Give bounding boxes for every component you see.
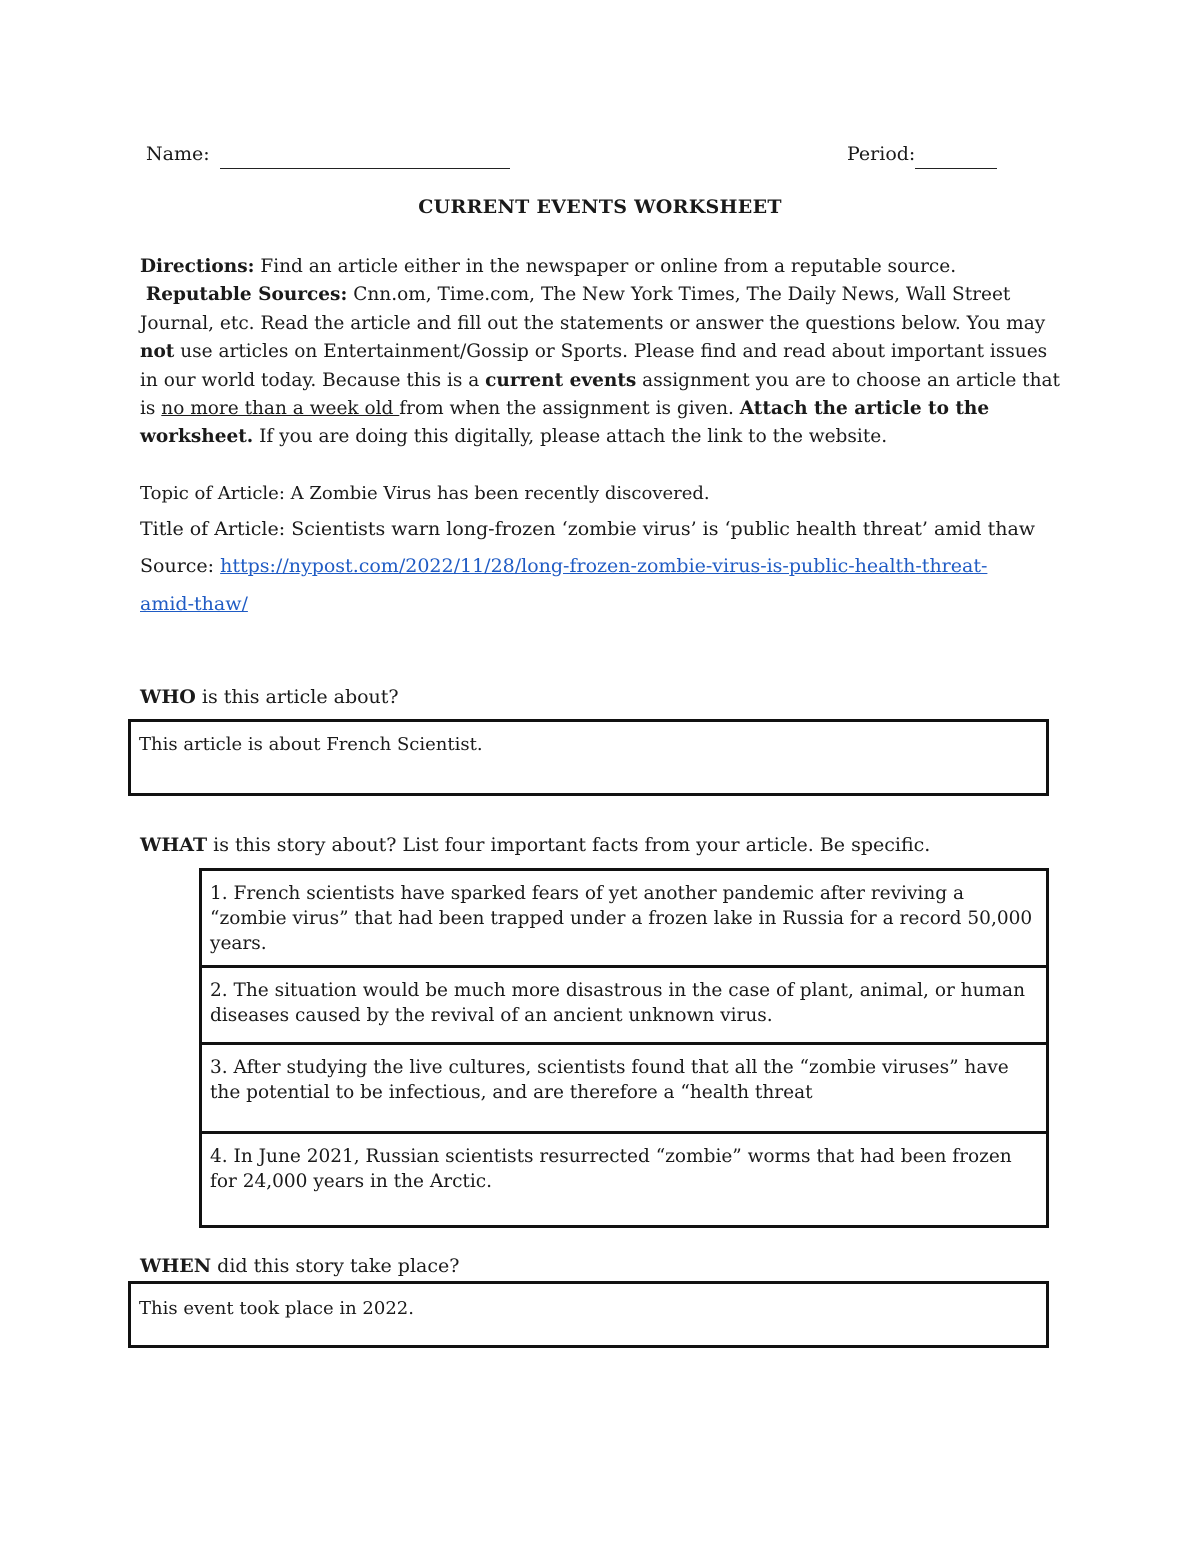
fact-item[interactable]: 4. In June 2021, Russian scientists resurrected “zombie” worms that had been frozen for 24,000 years in the Arctic. bbox=[210, 1146, 1012, 1192]
name-label: Name: bbox=[146, 143, 210, 165]
directions-label: Directions bbox=[140, 256, 248, 277]
period-field[interactable] bbox=[847, 140, 997, 169]
who-keyword: WHO bbox=[140, 686, 196, 708]
source-line bbox=[140, 553, 987, 579]
name-field[interactable] bbox=[146, 140, 510, 169]
facts-table bbox=[199, 868, 1049, 1228]
fact-item[interactable]: 2. The situation would be much more disastrous in the case of plant, animal, or human diseases caused by the revival of an ancient unknown virus. bbox=[202, 968, 1046, 1045]
topic-value: A Zombie Virus has been recently discovered. bbox=[290, 483, 710, 504]
what-keyword: WHAT bbox=[140, 834, 208, 856]
who-question: WHO is this article about? bbox=[140, 686, 399, 708]
sources-label: Reputable Sources bbox=[145, 284, 341, 306]
title-label: Title of Article: bbox=[140, 518, 292, 540]
attach-emphasis: Attach the article to the worksheet. bbox=[140, 398, 990, 448]
when-keyword: WHEN bbox=[140, 1255, 212, 1277]
when-question: WHEN did this story take place? bbox=[140, 1255, 460, 1277]
source-link[interactable]: https://nypost.com/2022/11/28/long-frozen-zombie-virus-is-public-health-threat- bbox=[220, 555, 988, 577]
current-events-emphasis: current events bbox=[485, 369, 637, 391]
page-title: CURRENT EVENTS WORKSHEET bbox=[418, 196, 782, 218]
name-blank[interactable] bbox=[220, 140, 510, 169]
not-emphasis: not bbox=[140, 341, 175, 363]
source-label: Source: bbox=[140, 555, 221, 577]
who-answer: This article is about French Scientist. bbox=[139, 734, 483, 755]
source-link-continued[interactable]: amid-thaw/ bbox=[140, 593, 248, 615]
topic-line bbox=[140, 481, 710, 507]
who-answer-box[interactable] bbox=[128, 719, 1049, 796]
directions-paragraph: Directions: Find an article either in the newspaper or online from a reputable source. Reputable Sources: Cnn.om, Time.com, The New York Times, The Daily News, Wall Street Journal, etc. Read the article and fill out the statements or answer the questions below. You may not use articles on Entertainment/Gossip or Sports. Please find and read about important issues in our world today. Because this is a current events assignment you are to choose an article that is no more than a week old from when the assignment is given. Attach the article to the worksheet. If you are doing this digitally, please attach the link to the website. bbox=[140, 256, 1060, 448]
when-answer: This event took place in 2022. bbox=[139, 1298, 414, 1319]
topic-label: Topic of Article: bbox=[140, 483, 291, 504]
source-line-2 bbox=[140, 591, 248, 617]
period-blank[interactable] bbox=[915, 140, 997, 169]
what-question: WHAT is this story about? List four important facts from your article. Be specific. bbox=[140, 834, 931, 856]
fact-item[interactable]: 3. After studying the live cultures, scientists found that all the “zombie viruses” have the potential to be infectious, and are therefore a “health threat bbox=[202, 1045, 1046, 1134]
title-line bbox=[140, 516, 1035, 542]
when-answer-box[interactable] bbox=[128, 1281, 1049, 1348]
title-value: Scientists warn long-frozen ‘zombie virus’ is ‘public health threat’ amid thaw bbox=[291, 518, 1036, 540]
week-old-emphasis: no more than a week old bbox=[161, 398, 400, 420]
period-label: Period: bbox=[847, 143, 916, 165]
fact-item[interactable]: 1. French scientists have sparked fears of yet another pandemic after reviving a “zombie virus” that had been trapped under a frozen lake in Russia for a record 50,000 years. bbox=[202, 871, 1046, 968]
